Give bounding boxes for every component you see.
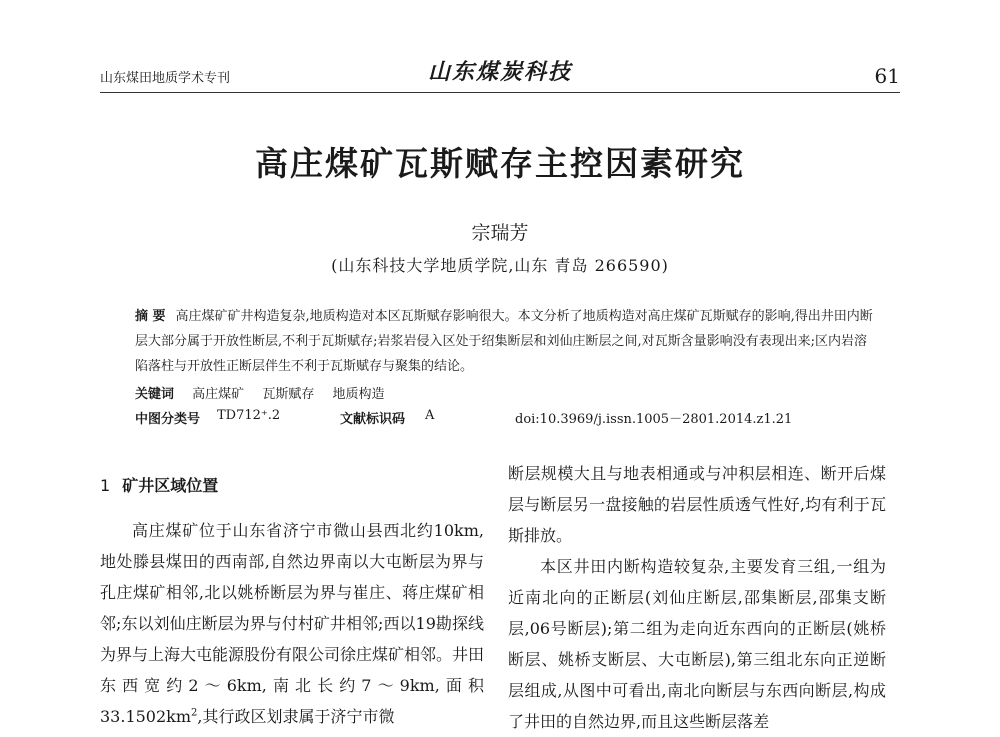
- keywords-label: 关键词: [135, 387, 175, 402]
- keyword-item: 瓦斯赋存: [262, 387, 315, 402]
- author-affiliation: (山东科技大学地质学院,山东 青岛 266590): [331, 256, 669, 275]
- section-title: 矿井区域位置: [122, 476, 219, 495]
- journal-logo-title: 山东煤炭科技: [427, 59, 572, 85]
- abstract-text: 高庄煤矿矿井构造复杂,地质构造对本区瓦斯赋存影响很大。本文分析了地质构造对高庄煤矿瓦斯赋存的影响,得出井田内断层大部分属于开放性断层,不利于瓦斯赋存;岩浆岩侵入区处于绍集断层和刘仙庄断层之间,对瓦斯含量影响没有表现出来;区内岩溶陷落柱与开放性正断层伴生不利于瓦斯赋存与聚集的结论。: [135, 309, 873, 374]
- keywords-row: [135, 383, 398, 402]
- body-paragraph: 高庄煤矿位于山东省济宁市微山县西北约10km,地处滕县煤田的西南部,自然边界南以大屯断层为界与孔庄煤矿相邻,北以姚桥断层为界与崔庄、蒋庄煤矿相邻;东以刘仙庄断层为界与付村矿井相邻;西以19勘探线为界与上海大屯能源股份有限公司徐庄煤矿相邻。井田东西宽约2～6km,南北长约7～9km,面积$33.1502km^2$,其行政区划隶属于济宁市微: [100, 521, 485, 726]
- body-paragraph: 断层规模大且与地表相通或与冲积层相连、断开后煤层与断层另一盘接触的岩层性质透气性好,均有利于瓦斯排放。: [508, 464, 886, 545]
- keyword-item: 地质构造: [332, 387, 385, 402]
- body-right-column: [508, 458, 886, 737]
- journal-series-name: 山东煤田地质学术专刊: [100, 71, 231, 86]
- section-heading: [100, 470, 484, 501]
- doc-code-value: A: [425, 408, 435, 423]
- body-paragraph: 本区井田内断构造较复杂,主要发育三组,一组为近南北向的正断层(刘仙庄断层,邵集断层,邵集支断层,06号断层);第二组为走向近东西向的正断层(姚桥断层、姚桥支断层、大屯断层),第三组北东向正逆断层组成,从图中可看出,南北向断层与东西向断层,构成了井田的自然边界,而且这些断层落差: [508, 557, 886, 731]
- doi-text: doi:10.3969/j.issn.1005－2801.2014.z1.21: [515, 412, 793, 427]
- keyword-item: 高庄煤矿: [192, 387, 245, 402]
- clc-value: TD712⁺.2: [217, 408, 281, 423]
- article-title: 高庄煤矿瓦斯赋存主控因素研究: [255, 144, 745, 183]
- article-author: 宗瑞芳: [471, 222, 529, 244]
- page-header: [100, 52, 900, 93]
- clc-label: 中图分类号: [135, 412, 201, 427]
- abstract-label: 摘 要: [135, 309, 166, 324]
- page-number: 61: [874, 64, 900, 88]
- section-number: 1: [100, 476, 111, 495]
- body-left-column: [100, 470, 484, 732]
- abstract-block: [135, 304, 875, 379]
- doc-code-label: 文献标识码: [340, 412, 406, 427]
